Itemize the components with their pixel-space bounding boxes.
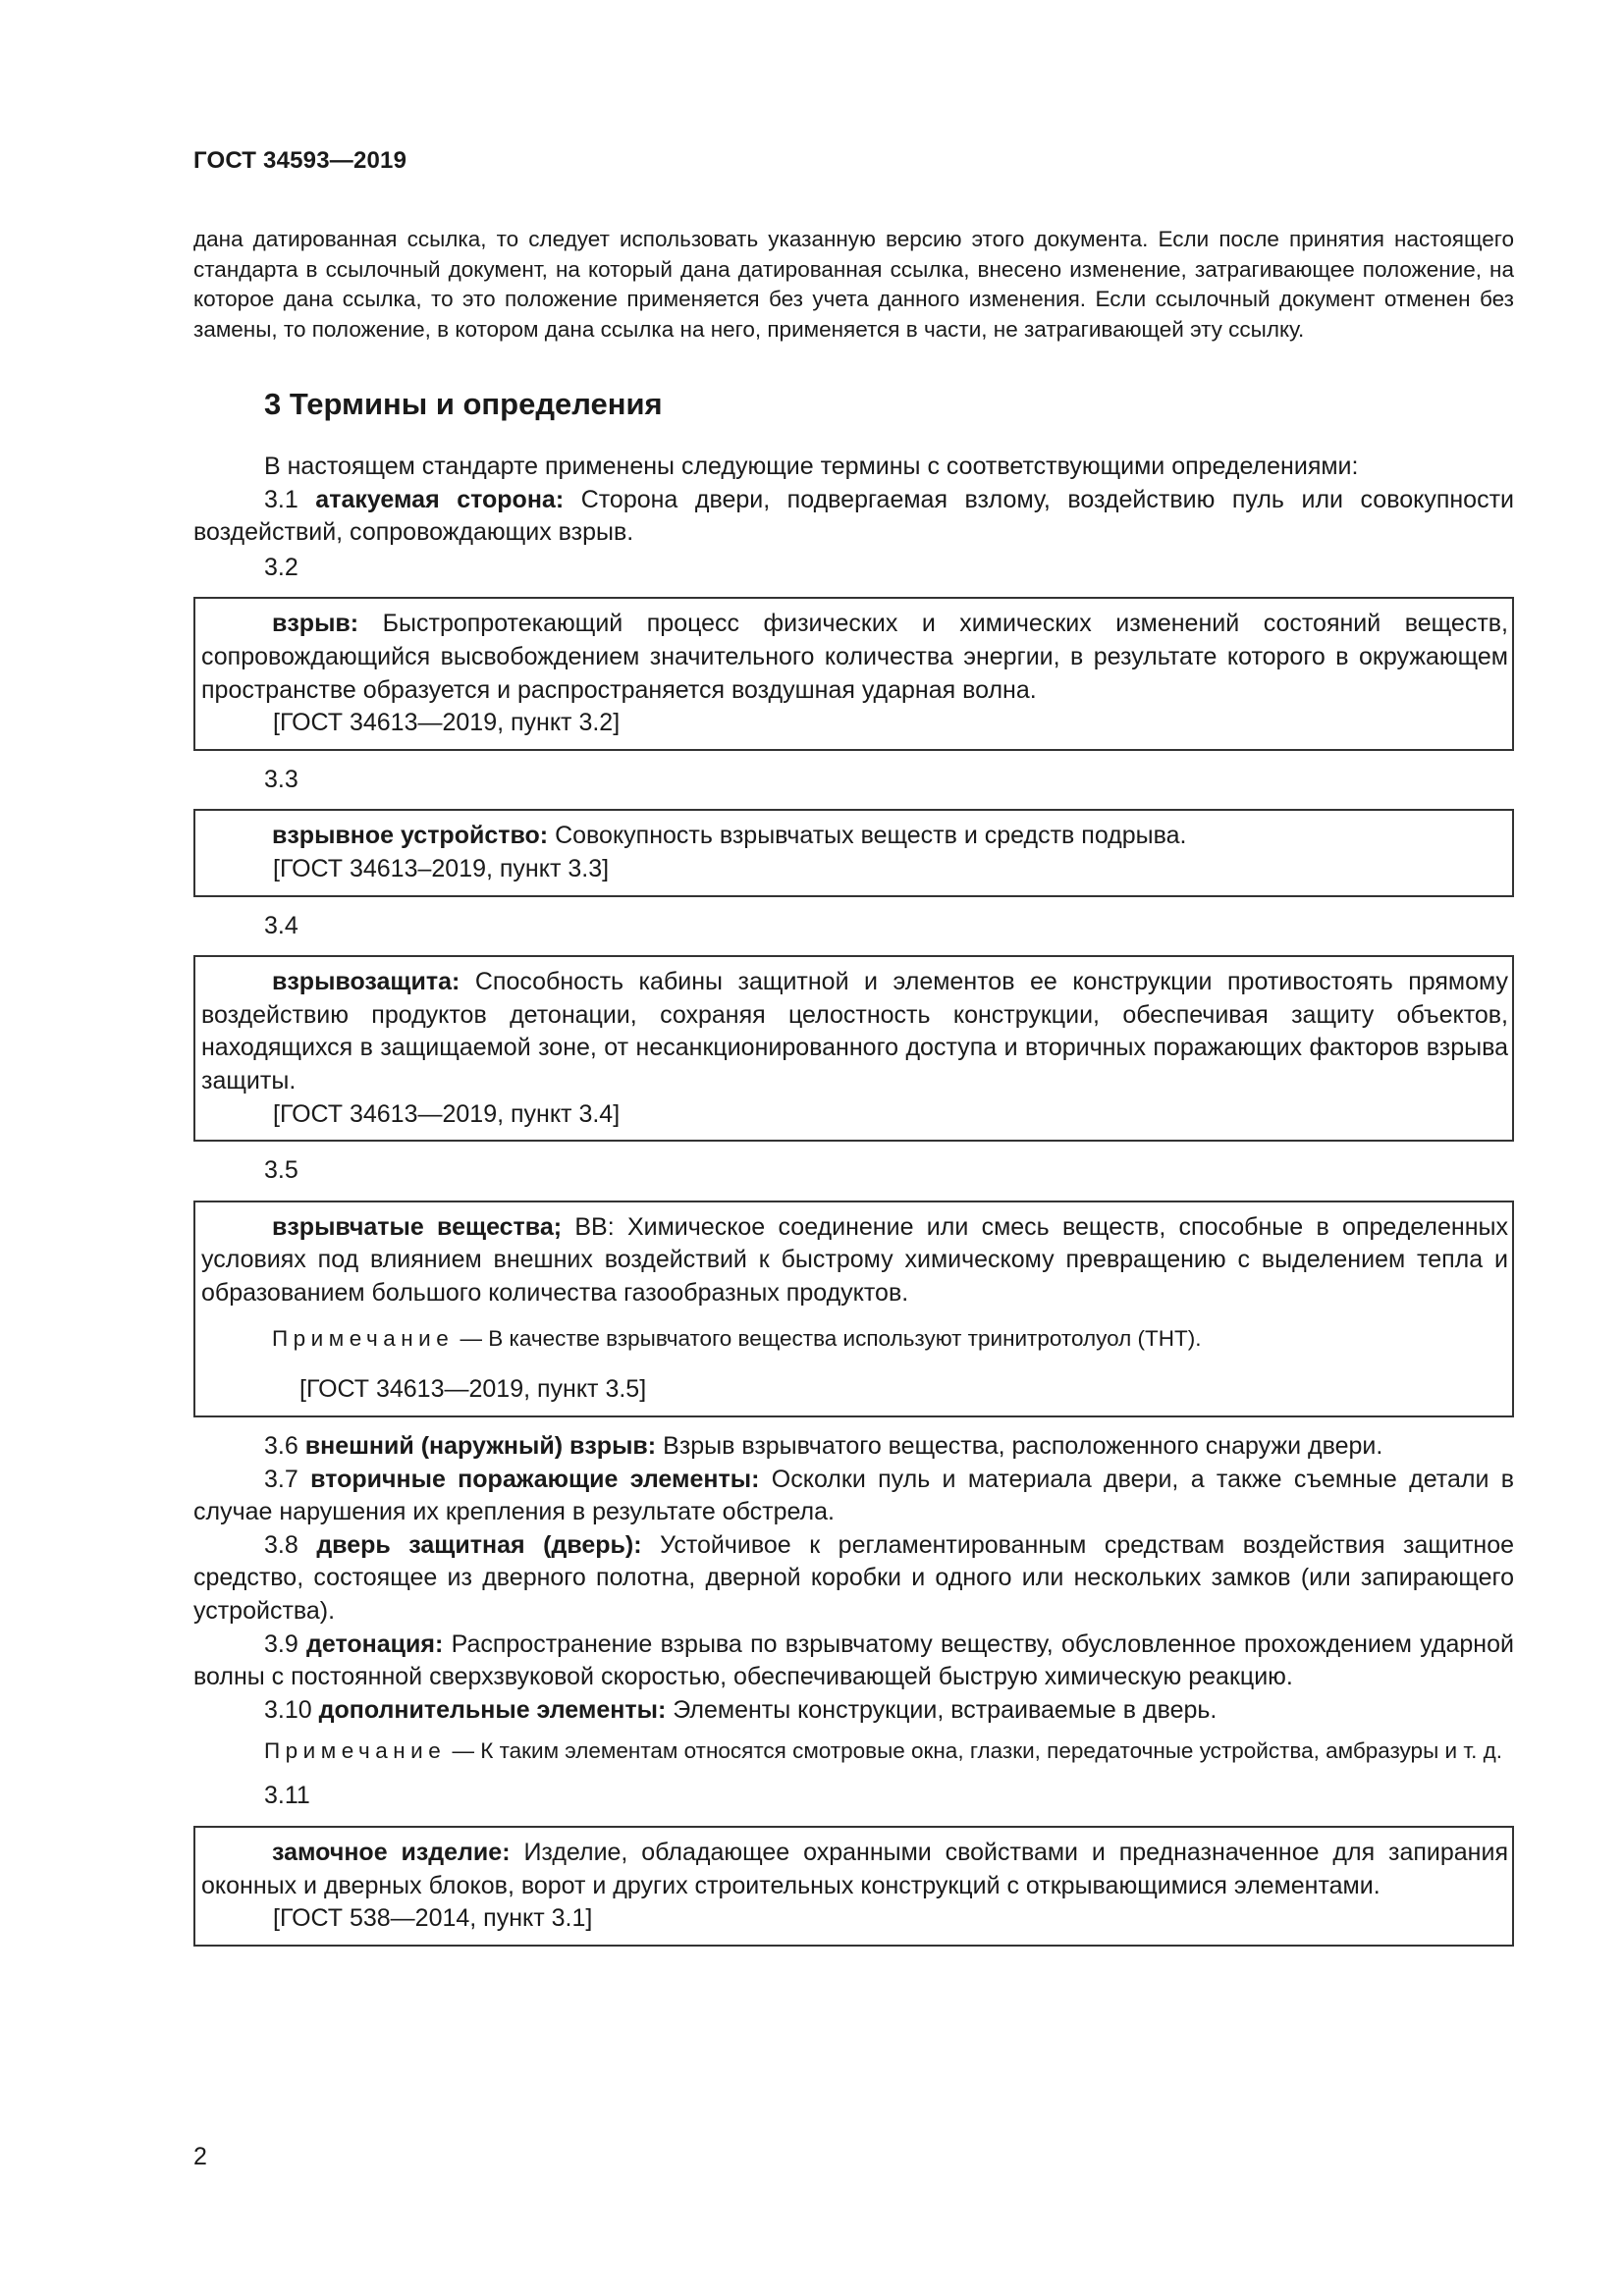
term-source-reference: [ГОСТ 34613—2019, пункт 3.4]	[273, 1099, 621, 1128]
term-definition: Быстропротекающий процесс физических и химических изменений состояний веществ, сопровождающийся высвобождением значительного количества энергии, в результате которого в окружающем пространстве образуется и распространяется воздушная ударная волна.	[201, 610, 1508, 704]
document-header: ГОСТ 34593—2019	[193, 147, 407, 174]
term-definition: Способность кабины защитной и элементов ее конструкции противостоять прямому воздействию продуктов детонации, сохраняя целостность конструкции, обеспечивая защиту объектов, находящихся в защищаемой зоне, от несанкционированного доступа и вторичных поражающих факторов взрыва защиты.	[201, 968, 1508, 1095]
note-label: Примечание	[272, 1326, 455, 1352]
document-body	[193, 225, 1514, 1959]
term-number: 3.8	[264, 1530, 298, 1559]
term-entry	[193, 1694, 1514, 1728]
term-definition: Взрыв взрывчатого вещества, расположенного снаружи двери.	[663, 1432, 1383, 1461]
term-entry	[193, 1529, 1514, 1629]
term-definition: Совокупность взрывчатых веществ и средств подрыва.	[555, 822, 1187, 850]
intro-paragraph: дана датированная ссылка, то следует использовать указанную версию этого документа. Если после принятия настоящего стандарта в ссылочный документ, на который дана датированная ссылка, внесено изменение, затрагивающее положение, на которое дана ссылка, то это положение применяется без учета данного изменения. Если ссылочный документ отменен без замены, то положение, в котором дана ссылка на него, применяется в части, не затрагивающей эту ссылку.	[193, 227, 1514, 342]
term-definition: Изделие, обладающее охранными свойствами и предназначенное для запирания оконных и дверных блоков, ворот и других строительных конструкций с открывающимися элементами.	[201, 1839, 1508, 1899]
term-entry	[201, 1837, 1508, 1902]
term-name: взрыв:	[272, 610, 359, 638]
quoted-term-box	[193, 1201, 1514, 1417]
term-name: дополнительные элементы:	[318, 1695, 667, 1724]
term-note	[193, 1735, 1514, 1766]
quoted-term-box	[193, 809, 1514, 896]
term-entry	[193, 1629, 1514, 1694]
term-number: 3.9	[264, 1629, 298, 1658]
term-name: взрывчатые вещества;	[272, 1212, 563, 1241]
term-definition: Распространение взрыва по взрывчатому веществу, обусловленное прохождением ударной волны с постоянной сверхзвуковой скоростью, обеспечивающей быструю химическую реакцию.	[193, 1629, 1514, 1691]
term-definition: Осколки пуль и материала двери, а также съемные детали в случае нарушения их крепления в результате обстрела.	[193, 1465, 1515, 1526]
term-number: 3.2	[264, 553, 298, 581]
term-entry	[193, 1430, 1514, 1464]
term-source-reference: [ГОСТ 34613—2019, пункт 3.2]	[273, 709, 621, 737]
term-number: 3.10	[264, 1695, 312, 1724]
term-number: 3.6	[264, 1432, 298, 1461]
term-number: 3.4	[264, 911, 298, 939]
quoted-term-box	[193, 955, 1514, 1142]
term-number: 3.7	[264, 1465, 298, 1493]
term-number: 3.3	[264, 765, 298, 793]
term-entry	[193, 484, 1514, 550]
term-definition: Сторона двери, подвергаемая взлому, воздействию пуль или совокупности воздействий, сопровождающих взрыв.	[193, 485, 1514, 547]
term-number: 3.5	[264, 1156, 298, 1185]
note-label: Примечание	[264, 1738, 447, 1764]
term-source-reference: [ГОСТ 34613–2019, пункт 3.3]	[273, 854, 610, 882]
quoted-term-box	[193, 1826, 1514, 1947]
term-definition: Элементы конструкции, встраиваемые в дверь.	[673, 1695, 1218, 1724]
note-text: — В качестве взрывчатого вещества используют тринитротолуол (ТНТ).	[460, 1326, 1202, 1352]
term-name: детонация:	[306, 1629, 444, 1658]
term-entry	[201, 966, 1508, 1097]
term-name: дверь защитная (дверь):	[316, 1530, 642, 1559]
term-number: 3.1	[264, 485, 298, 513]
term-name: вторичные поражающие элементы:	[310, 1465, 760, 1493]
quoted-term-box	[193, 597, 1514, 750]
term-entry	[201, 608, 1508, 707]
page-number: 2	[193, 2143, 207, 2170]
term-note	[201, 1323, 1508, 1354]
term-name: внешний (наружный) взрыв:	[304, 1432, 657, 1461]
section-title: 3 Термины и определения	[264, 387, 663, 421]
section-lead: В настоящем стандарте применены следующие термины с соответствующими определениями:	[264, 453, 1359, 480]
term-source-reference: [ГОСТ 538—2014, пункт 3.1]	[273, 1904, 593, 1933]
term-definition: Устойчивое к регламентированным средствам воздействия защитное средство, состоящее из дверного полотна, дверной коробки и одного или нескольких замков (или запирающего устройства).	[193, 1530, 1515, 1626]
note-text: — К таким элементам относятся смотровые окна, глазки, передаточные устройства, амбразуры и т. д.	[452, 1738, 1503, 1764]
term-name: атакуемая сторона:	[315, 485, 565, 513]
term-abbreviation: ВВ:	[574, 1212, 615, 1241]
term-entry	[193, 1464, 1514, 1529]
term-entry	[201, 1211, 1508, 1310]
term-name: замочное изделие:	[272, 1839, 511, 1866]
term-name: взрывозащита:	[272, 968, 460, 996]
term-number: 3.11	[264, 1782, 310, 1810]
term-source-reference: [ГОСТ 34613—2019, пункт 3.5]	[299, 1375, 647, 1404]
term-name: взрывное устройство:	[272, 822, 549, 850]
term-entry	[201, 820, 1508, 853]
term-definition: Химическое соединение или смесь веществ, способные в определенных условиях под влиянием внешних воздействий к быстрому химическому превращению с выделением тепла и образованием большого количества газообразных продуктов.	[201, 1212, 1508, 1307]
